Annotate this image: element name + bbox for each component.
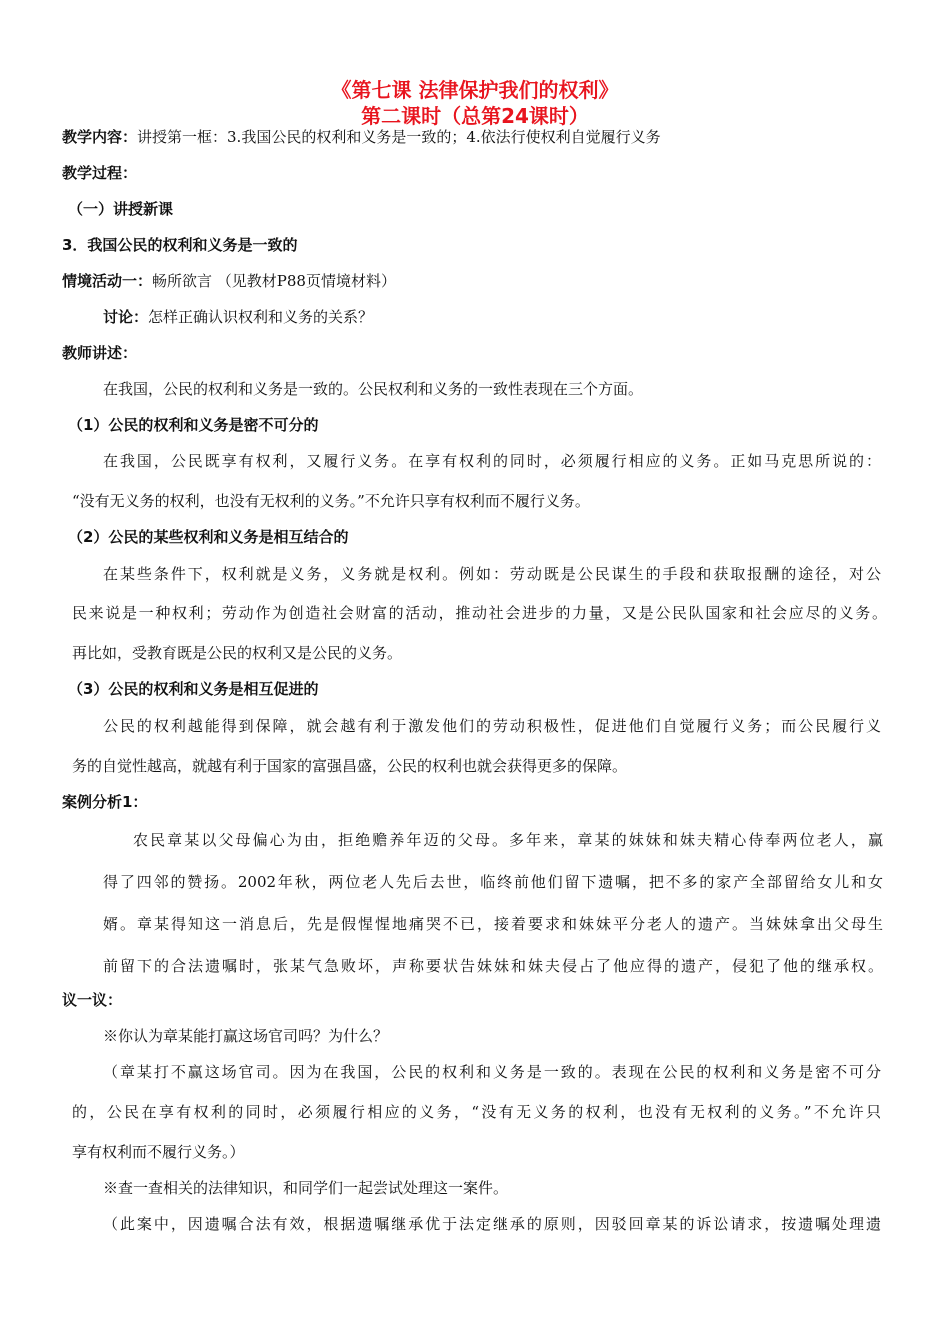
teacher-narration-label: 教师讲述： <box>62 344 138 362</box>
point1-line-1: 在我国，公民既享有权利，又履行义务。在享有权利的同时，必须履行相应的义务。正如马克思所说的： <box>103 452 881 470</box>
question-2: ※查一查相关的法律知识，和同学们一起尝试处理这一案件。 <box>103 1179 509 1197</box>
case-line-4: 前留下的合法遗嘱时，张某气急败坏，声称要状告妹妹和妹夫侵占了他应得的遗产，侵犯了他的继承权。 <box>103 957 883 975</box>
point3-line-2: 务的自觉性越高，就越有利于国家的富强昌盛，公民的权利也就会获得更多的保障。 <box>72 757 628 775</box>
case-line-1: 农民章某以父母偏心为由，拒绝赡养年迈的父母。多年来，章某的妹妹和妹夫精心侍奉两位老人，赢 <box>133 831 883 849</box>
point2-line-1: 在某些条件下，权利就是义务，义务就是权利。例如：劳动既是公民谋生的手段和获取报酬的途径，对公 <box>103 565 881 583</box>
teaching-process-label: 教学过程： <box>62 164 138 182</box>
case-analysis-label: 案例分析1： <box>62 793 148 811</box>
answer-1-line-1: （章某打不赢这场官司。因为在我国，公民的权利和义务是一致的。表现在公民的权利和义务是密不可分 <box>103 1063 881 1081</box>
activity-label: 情境活动一： <box>62 272 153 290</box>
activity-text: 畅所欲言 （见教材P88页情境材料） <box>152 272 396 290</box>
case-line-3: 婿。章某得知这一消息后，先是假惺惺地痛哭不已，接着要求和妹妹平分老人的遗产。当妹妹拿出父母生 <box>103 915 883 933</box>
question-1: ※你认为章某能打赢这场官司吗？为什么？ <box>103 1027 389 1045</box>
discussion-label: 讨论： <box>103 308 149 326</box>
intro-paragraph: 在我国，公民的权利和义务是一致的。公民权利和义务的一致性表现在三个方面。 <box>103 380 644 398</box>
answer-1-line-3: 享有权利而不履行义务。） <box>72 1143 245 1161</box>
title-line-2: 第二课时（总第24课时） <box>361 104 589 128</box>
point1-heading: （1）公民的权利和义务是密不可分的 <box>68 416 319 434</box>
discussion-line <box>103 307 373 327</box>
title-line-1: 《第七课 法律保护我们的权利》 <box>331 78 619 102</box>
section-heading: （一）讲授新课 <box>68 200 174 218</box>
activity-line <box>62 271 396 291</box>
point2-line-2: 民来说是一种权利；劳动作为创造社会财富的活动，推动社会进步的力量，又是公民队国家和社会应尽的义务。 <box>72 604 887 622</box>
answer-1-line-2: 的，公民在享有权利的同时，必须履行相应的义务，“没有无义务的权利，也没有无权利的义务。”不允许只 <box>72 1103 881 1121</box>
subsection-heading: 3．我国公民的权利和义务是一致的 <box>62 236 298 254</box>
point1-line-2: “没有无义务的权利，也没有无权利的义务。”不允许只享有权利而不履行义务。 <box>72 492 590 510</box>
discussion-text: 怎样正确认识权利和义务的关系？ <box>148 308 374 326</box>
point3-heading: （3）公民的权利和义务是相互促进的 <box>68 680 319 698</box>
point2-heading: （2）公民的某些权利和义务是相互结合的 <box>68 528 349 546</box>
point3-line-1: 公民的权利越能得到保障，就会越有利于激发他们的劳动积极性，促进他们自觉履行义务；而公民履行义 <box>103 717 881 735</box>
answer-2-line-1: （此案中，因遗嘱合法有效，根据遗嘱继承优于法定继承的原则，因驳回章某的诉讼请求，按遗嘱处理遗 <box>103 1215 881 1233</box>
point2-line-3: 再比如，受教育既是公民的权利又是公民的义务。 <box>72 644 403 662</box>
discuss-label: 议一议： <box>62 991 123 1009</box>
case-line-2: 得了四邻的赞扬。2002年秋，两位老人先后去世，临终前他们留下遗嘱，把不多的家产全部留给女儿和女 <box>103 873 883 891</box>
teaching-content <box>62 127 661 147</box>
teaching-content-text: 讲授第一框：3.我国公民的权利和义务是一致的；4.依法行使权利自觉履行义务 <box>137 128 661 146</box>
teaching-content-label: 教学内容： <box>62 128 138 146</box>
